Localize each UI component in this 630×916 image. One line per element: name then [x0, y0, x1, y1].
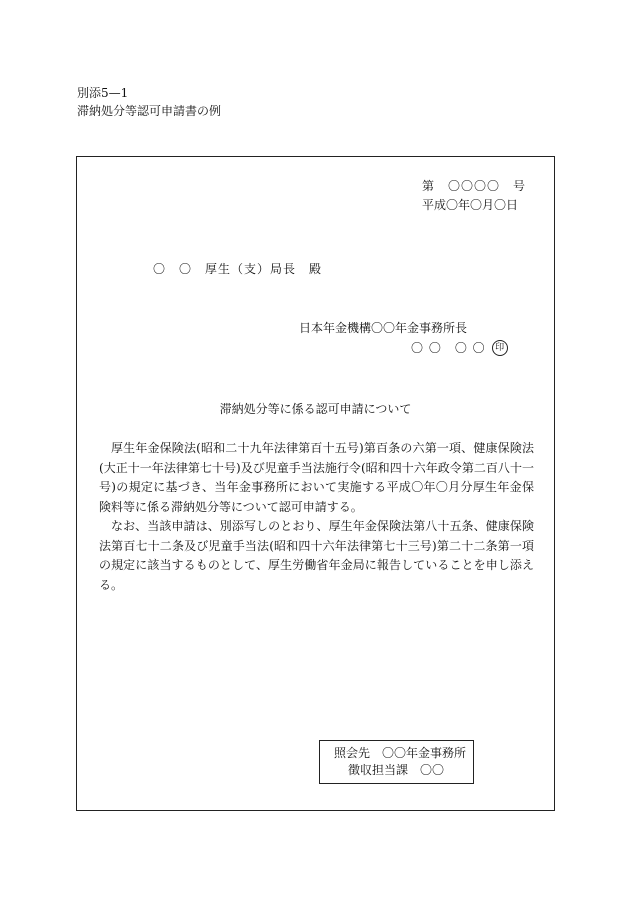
- sender-name: 〇 〇 〇 〇: [411, 341, 486, 355]
- document-frame: [76, 156, 555, 811]
- subject-line: 滞納処分等に係る認可申請について: [219, 402, 412, 416]
- addressee: 〇 〇 厚生（支）局長 殿: [153, 262, 323, 276]
- body-paragraph-2: なお、当該申請は、別添写しのとおり、厚生年金保険法第八十五条、健康保険法第百七十二条及び児童手当法(昭和四十六年法律第七十三号)第二十二条第一項の規定に該当するものとして、厚生労働省年金局に報告していることを申し添える。: [99, 519, 534, 592]
- contact-line-2: 徴収担当課 〇〇: [348, 763, 445, 777]
- contact-line-1: 照会先 〇〇年金事務所: [334, 746, 467, 760]
- document-title: 滞納処分等認可申請書の例: [77, 104, 222, 118]
- sender-organization: 日本年金機構〇〇年金事務所長: [299, 321, 468, 335]
- body-text: [99, 439, 534, 595]
- document-date: 平成〇年〇月〇日: [422, 198, 519, 212]
- seal-icon: 印: [492, 340, 508, 356]
- sender-signature: [411, 340, 508, 356]
- contact-box: [319, 740, 474, 784]
- document-number: 第 〇〇〇〇 号: [422, 179, 527, 193]
- attachment-label: 別添5—1: [77, 86, 129, 100]
- body-paragraph-1: 厚生年金保険法(昭和二十九年法律第百十五号)第百条の六第一項、健康保険法(大正十一年法律第七十号)及び児童手当法施行令(昭和四十六年政令第二百八十一号)の規定に基づき、当年金事務所において実施する平成〇年〇月分厚生年金保険料等に係る滞納処分等について認可申請する。: [99, 441, 534, 514]
